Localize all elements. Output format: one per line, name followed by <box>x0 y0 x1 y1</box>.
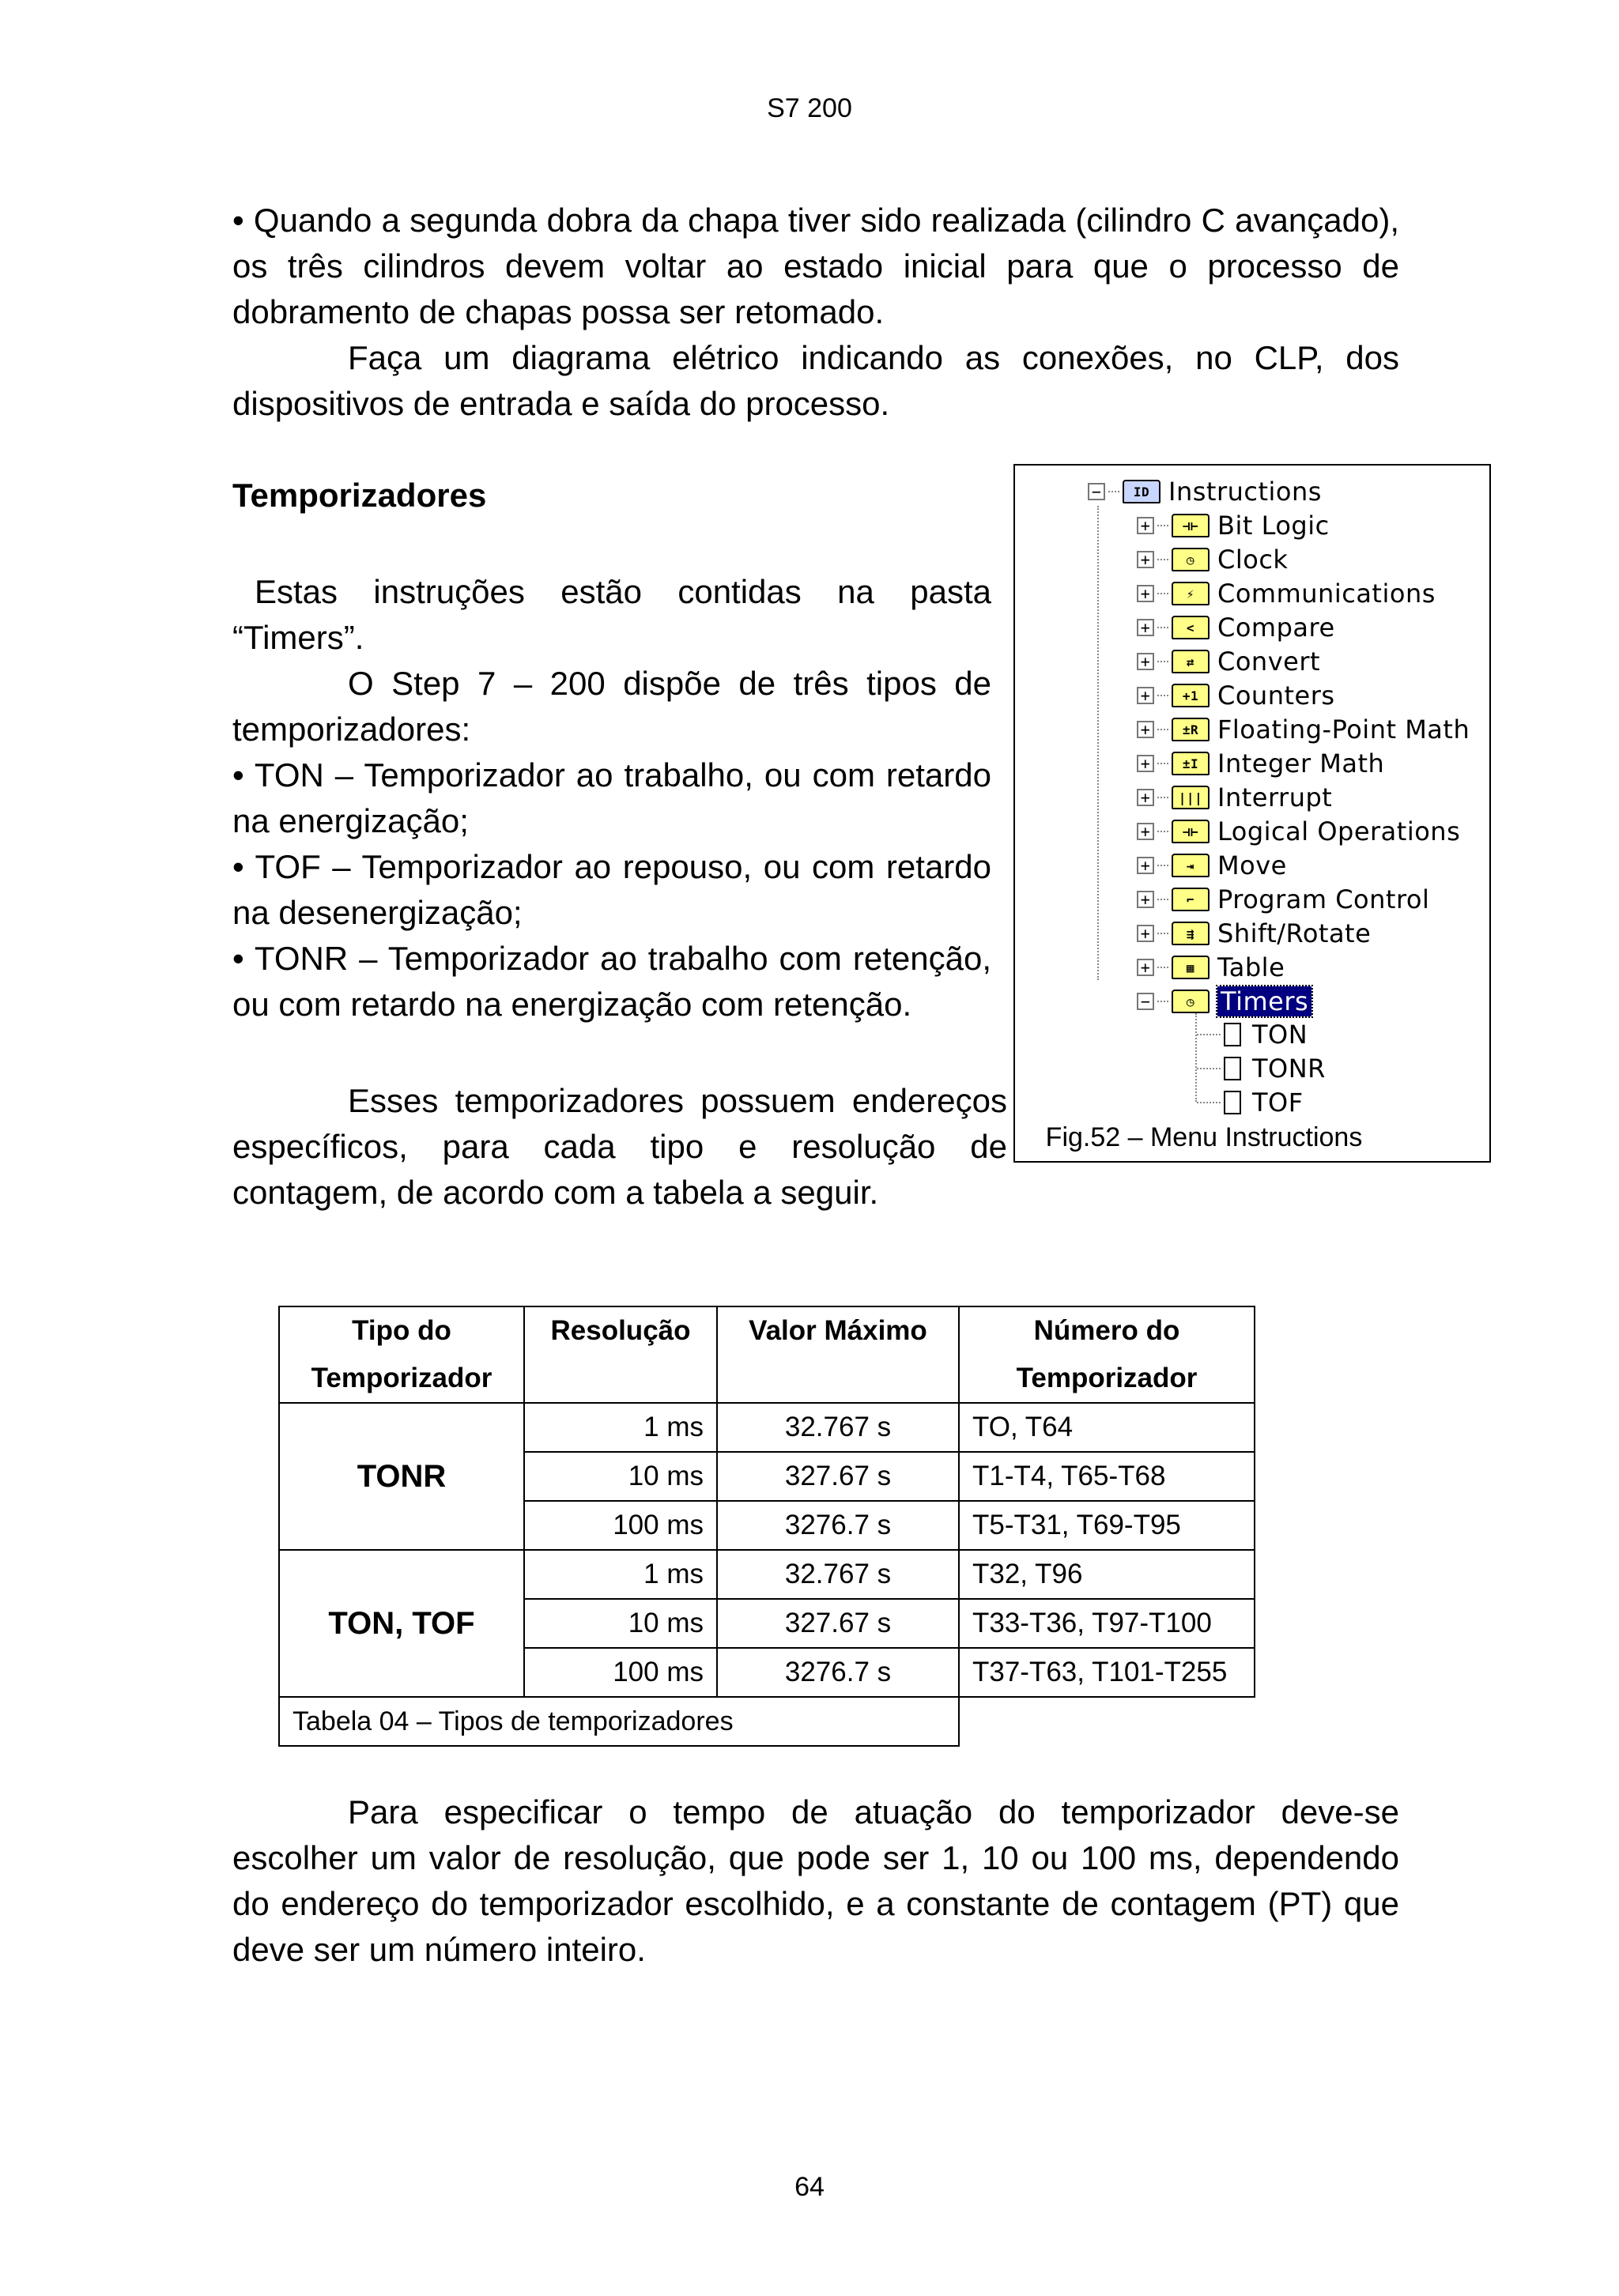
communications-folder-icon: ⚡ <box>1172 582 1210 605</box>
expand-icon[interactable]: + <box>1137 585 1154 602</box>
tree-dots <box>1157 627 1168 628</box>
cell-valor: 32.767 s <box>717 1403 959 1452</box>
bullet-tonr: • TONR – Temporizador ao trabalho com retenção, ou com retardo na energização com retenção. <box>232 940 991 1023</box>
bullet-tof: • TOF – Temporizador ao repouso, ou com retardo na desenergização; <box>232 848 991 931</box>
folder-paragraph: Estas instruções estão contidas na pasta “Timers”. <box>232 573 991 656</box>
tree-node-folder[interactable] <box>1137 918 1371 948</box>
header-text: Temporizador <box>311 1363 492 1393</box>
section-heading: Temporizadores <box>232 477 487 514</box>
tree-dots <box>1108 491 1119 492</box>
tree-node-folder[interactable] <box>1137 613 1335 643</box>
tree-node-folder[interactable] <box>1137 952 1285 982</box>
tree-label: Interrupt <box>1217 782 1333 812</box>
compare-folder-icon: < <box>1172 616 1210 639</box>
expand-icon[interactable]: + <box>1137 517 1154 534</box>
logical-operations-folder-icon: ⊣⊢ <box>1172 820 1210 843</box>
bit-logic-folder-icon: ⊣⊢ <box>1172 514 1210 537</box>
figure-caption: Fig.52 – Menu Instructions <box>1018 1122 1390 1153</box>
tree-label: Communications <box>1217 579 1436 609</box>
expand-icon[interactable]: + <box>1137 857 1154 874</box>
tree-label: TONR <box>1252 1054 1326 1084</box>
group-cell-tonr: TONR <box>279 1403 524 1550</box>
tree-dots <box>1157 967 1168 968</box>
convert-folder-icon: ⇄ <box>1172 650 1210 673</box>
timer-box-icon <box>1224 1057 1241 1080</box>
tree-label: Table <box>1217 952 1285 982</box>
expand-icon[interactable]: + <box>1137 789 1154 806</box>
tree-dots <box>1157 797 1168 798</box>
tree-label: Floating-Point Math <box>1217 714 1470 745</box>
table-row <box>279 1550 1255 1599</box>
empty-cell <box>959 1697 1255 1746</box>
tree-leaf-tof[interactable] <box>1197 1088 1304 1118</box>
tree-dots <box>1157 661 1168 662</box>
expand-icon[interactable]: + <box>1137 925 1154 942</box>
clock-folder-icon: ◷ <box>1172 548 1210 571</box>
cell-valor: 327.67 s <box>717 1452 959 1501</box>
table-caption: Tabela 04 – Tipos de temporizadores <box>279 1697 959 1746</box>
table-header-row <box>279 1306 1255 1403</box>
cell-resolucao: 1 ms <box>524 1403 717 1452</box>
table-caption-row <box>279 1697 1255 1746</box>
integer-math-folder-icon: ±I <box>1172 752 1210 775</box>
tree-label: Program Control <box>1217 884 1430 914</box>
bullet-ton: • TON – Temporizador ao trabalho, ou com retardo na energização; <box>232 756 991 839</box>
tree-node-folder[interactable] <box>1137 511 1330 541</box>
tree-dots <box>1197 1068 1221 1069</box>
cell-numero: T32, T96 <box>959 1550 1255 1599</box>
cell-resolucao: 100 ms <box>524 1648 717 1697</box>
header-text: Número do <box>1033 1315 1180 1346</box>
expand-icon[interactable]: + <box>1137 755 1154 772</box>
address-paragraph: Esses temporizadores possuem endereços específicos, para cada tipo e resolução de contagem, de acordo com a tabela a seguir. <box>232 1082 1007 1211</box>
tree-node-folder[interactable] <box>1137 850 1287 880</box>
tree-label: Move <box>1217 850 1287 880</box>
expand-icon[interactable]: + <box>1137 551 1154 568</box>
move-folder-icon: ⇥ <box>1172 854 1210 877</box>
running-header: S7 200 <box>767 93 852 123</box>
types-paragraph: O Step 7 – 200 dispõe de três tipos de temporizadores: <box>232 665 991 748</box>
tree-dots <box>1157 593 1168 594</box>
tree-node-folder[interactable] <box>1137 782 1332 812</box>
floating-point-math-folder-icon: ±R <box>1172 718 1210 741</box>
bullet-paragraph: • Quando a segunda dobra da chapa tiver sido realizada (cilindro C avançado), os três cilindros devem voltar ao estado inicial para que o processo de dobramento de chapas possa ser retomado. <box>232 202 1399 330</box>
tree-dots <box>1157 525 1168 526</box>
tree-node-folder[interactable] <box>1137 681 1335 711</box>
expand-icon[interactable]: + <box>1137 959 1154 976</box>
tree-leaf-ton[interactable] <box>1197 1020 1308 1050</box>
tree-dots <box>1157 763 1168 764</box>
expand-icon[interactable]: + <box>1137 721 1154 738</box>
cell-numero: TO, T64 <box>959 1403 1255 1452</box>
closing-paragraph: Para especificar o tempo de atuação do temporizador deve-se escolher um valor de resolução, que pode ser 1, 10 ou 100 ms, dependendo do endereço do temporizador escolhido, e a constante de contagem (PT) que deve ser um número inteiro. <box>232 1793 1399 1968</box>
collapse-icon[interactable]: − <box>1088 483 1105 500</box>
tree-label: Shift/Rotate <box>1217 918 1372 948</box>
program-control-folder-icon: ⌐ <box>1172 888 1210 911</box>
tree-node-folder[interactable] <box>1137 545 1288 575</box>
address-paragraph-wrap <box>232 1078 1007 1216</box>
cell-valor: 32.767 s <box>717 1550 959 1599</box>
intro-section <box>232 198 1399 427</box>
cell-resolucao: 10 ms <box>524 1452 717 1501</box>
collapse-icon[interactable]: − <box>1137 993 1154 1010</box>
tree-label: Counters <box>1217 681 1335 711</box>
cell-valor: 3276.7 s <box>717 1648 959 1697</box>
header-tipo <box>279 1306 524 1403</box>
interrupt-folder-icon: ||| <box>1172 786 1210 809</box>
cell-valor: 327.67 s <box>717 1599 959 1648</box>
cell-numero: T5-T31, T69-T95 <box>959 1501 1255 1550</box>
tree-node-folder[interactable] <box>1137 579 1436 609</box>
timers-section-left <box>232 569 991 1027</box>
tree-label: Convert <box>1217 647 1321 677</box>
tree-dots <box>1197 1102 1221 1103</box>
header-resolucao: Resolução <box>524 1306 717 1403</box>
counters-folder-icon: +1 <box>1172 684 1210 707</box>
instructions-folder-icon: ID <box>1123 480 1160 503</box>
tree-node-folder[interactable] <box>1137 714 1470 745</box>
tree-node-folder[interactable] <box>1137 647 1320 677</box>
cell-numero: T1-T4, T65-T68 <box>959 1452 1255 1501</box>
timers-table <box>278 1306 1255 1747</box>
tree-dots <box>1197 1034 1221 1035</box>
expand-icon[interactable]: + <box>1137 891 1154 908</box>
shift-rotate-folder-icon: ⇶ <box>1172 922 1210 945</box>
tree-label: Logical Operations <box>1217 816 1461 846</box>
tree-label: Integer Math <box>1217 748 1385 779</box>
tree-dots <box>1157 865 1168 866</box>
tree-node-instructions[interactable] <box>1088 477 1322 507</box>
tree-dots <box>1157 933 1168 934</box>
tree-dots <box>1157 695 1168 696</box>
tree-connector-root <box>1097 506 1099 980</box>
tree-label: Compare <box>1217 613 1335 643</box>
tree-label: TON <box>1252 1020 1308 1050</box>
tree-label: Bit Logic <box>1217 511 1330 541</box>
header-numero <box>959 1306 1255 1403</box>
timers-folder-icon: ◷ <box>1172 990 1210 1013</box>
header-text: Temporizador <box>1016 1363 1198 1393</box>
page-number: 64 <box>794 2172 825 2202</box>
header-valor: Valor Máximo <box>717 1306 959 1403</box>
timer-box-icon <box>1224 1091 1241 1114</box>
tree-node-folder[interactable] <box>1137 884 1429 914</box>
expand-icon[interactable]: + <box>1137 653 1154 670</box>
cell-resolucao: 1 ms <box>524 1550 717 1599</box>
timer-box-icon <box>1224 1023 1241 1046</box>
cell-resolucao: 100 ms <box>524 1501 717 1550</box>
tree-label-selected: Timers <box>1217 986 1311 1016</box>
tree-leaf-tonr[interactable] <box>1197 1054 1326 1084</box>
cell-valor: 3276.7 s <box>717 1501 959 1550</box>
expand-icon[interactable]: + <box>1137 619 1154 636</box>
tree-node-folder[interactable] <box>1137 816 1460 846</box>
table-row <box>279 1403 1255 1452</box>
cell-numero: T37-T63, T101-T255 <box>959 1648 1255 1697</box>
tree-dots <box>1157 831 1168 832</box>
cell-numero: T33-T36, T97-T100 <box>959 1599 1255 1648</box>
tree-node-timers[interactable] <box>1137 986 1311 1016</box>
tree-label: TOF <box>1252 1088 1304 1118</box>
tree-node-folder[interactable] <box>1137 748 1384 779</box>
header-text: Tipo do <box>352 1315 451 1346</box>
tree-dots <box>1157 559 1168 560</box>
closing-section <box>232 1789 1399 1973</box>
task-paragraph: Faça um diagrama elétrico indicando as conexões, no CLP, dos dispositivos de entrada e saída do processo. <box>232 339 1399 422</box>
tree-dots <box>1157 1001 1168 1002</box>
tree-label: Instructions <box>1168 477 1322 507</box>
tree-label: Clock <box>1217 545 1289 575</box>
tree-dots <box>1157 729 1168 730</box>
expand-icon[interactable]: + <box>1137 687 1154 704</box>
cell-resolucao: 10 ms <box>524 1599 717 1648</box>
expand-icon[interactable]: + <box>1137 823 1154 840</box>
group-cell-ton-tof: TON, TOF <box>279 1550 524 1697</box>
table-folder-icon: ▦ <box>1172 956 1210 979</box>
tree-dots <box>1157 899 1168 900</box>
